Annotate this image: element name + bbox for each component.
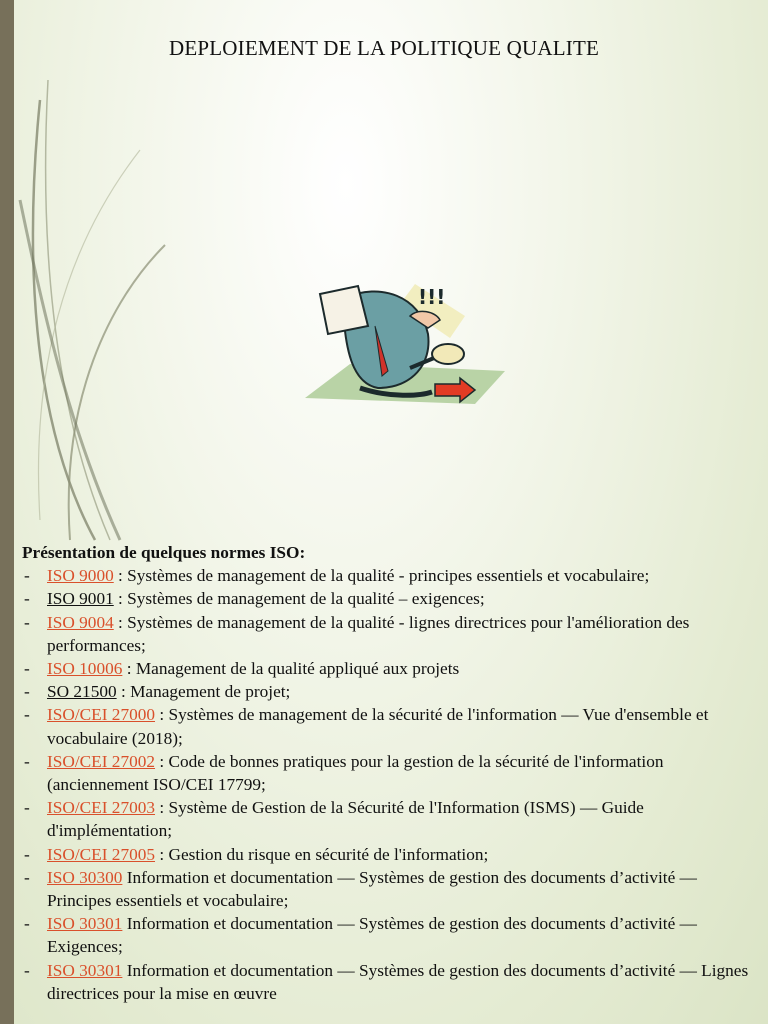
iso-standards-section bbox=[22, 541, 758, 1005]
list-item: - ISO 30301 Information et documentation — Systèmes de gestion des documents d’activité — Lignes directrices pour la mise en œuvre bbox=[24, 960, 749, 1003]
list-item: - ISO 9000 : Systèmes de management de la qualité - principes essentiels et vocabulaire; bbox=[24, 566, 650, 586]
iso-code-link[interactable]: ISO 30300 bbox=[47, 867, 123, 887]
svg-text:!!!: !!! bbox=[418, 285, 446, 309]
item-description: : Gestion du risque en sécurité de l'information; bbox=[155, 844, 489, 864]
man-searching-with-magnifier-clipart bbox=[300, 276, 510, 406]
iso-code-link[interactable]: ISO/CEI 27002 bbox=[47, 751, 156, 771]
list-item: - ISO 30300 Information et documentation — Systèmes de gestion des documents d’activité — Principes essentiels et vocabulaire; bbox=[24, 867, 697, 911]
item-description: : Systèmes de management de la qualité – exigences; bbox=[113, 589, 485, 609]
list-item: - ISO/CEI 27002 : Code de bonnes pratiques pour la gestion de la sécurité de l'information (anciennement ISO/CEI 17799; bbox=[24, 751, 664, 795]
list-item: - ISO/CEI 27000 : Systèmes de management de la sécurité de l'information — Vue d'ensemble et vocabulaire (2018); bbox=[24, 705, 709, 748]
item-description: : Système de Gestion de la Sécurité de l'Information (ISMS) — Guide d'implémentation; bbox=[47, 798, 644, 841]
item-description: : Systèmes de management de la sécurité de l'information — Vue d'ensemble et vocabulaire (2018); bbox=[47, 705, 709, 748]
iso-code-link[interactable]: ISO/CEI 27000 bbox=[47, 705, 156, 725]
item-description: : Management de la qualité appliqué aux projets bbox=[122, 659, 460, 679]
iso-code-link[interactable]: ISO/CEI 27005 bbox=[47, 844, 156, 864]
iso-code-link[interactable]: ISO/CEI 27003 bbox=[47, 798, 156, 818]
item-description: Information et documentation — Systèmes de gestion des documents d’activité — Principes essentiels et vocabulaire; bbox=[47, 867, 697, 911]
list-item: - ISO 9004 : Systèmes de management de la qualité - lignes directrices pour l'amélioration des performances; bbox=[24, 612, 690, 655]
item-description: : Systèmes de management de la qualité - principes essentiels et vocabulaire; bbox=[113, 566, 650, 586]
iso-code-link[interactable]: ISO 10006 bbox=[47, 659, 123, 679]
iso-code-link[interactable]: ISO 30301 bbox=[47, 914, 123, 934]
list-item: - SO 21500 : Management de projet; bbox=[24, 682, 291, 702]
item-description: : Management de projet; bbox=[116, 682, 291, 702]
list-item: - ISO 10006 : Management de la qualité appliqué aux projets bbox=[24, 659, 460, 679]
iso-code-link[interactable]: ISO 9001 bbox=[47, 589, 114, 609]
item-description: Information et documentation — Systèmes de gestion des documents d’activité — Exigences; bbox=[47, 914, 697, 957]
list-item: - ISO 30301 Information et documentation — Systèmes de gestion des documents d’activité — Exigences; bbox=[24, 914, 697, 957]
iso-code-link[interactable]: SO 21500 bbox=[47, 682, 117, 702]
list-item: - ISO/CEI 27005 : Gestion du risque en sécurité de l'information; bbox=[24, 844, 489, 864]
item-description: : Code de bonnes pratiques pour la gestion de la sécurité de l'information (anciennement ISO/CEI 17799; bbox=[47, 751, 664, 795]
section-heading: Présentation de quelques normes ISO: bbox=[22, 543, 306, 562]
iso-code-link[interactable]: ISO 9000 bbox=[47, 566, 114, 586]
list-item: - ISO/CEI 27003 : Système de Gestion de la Sécurité de l'Information (ISMS) — Guide d'implémentation; bbox=[24, 798, 644, 841]
iso-code-link[interactable]: ISO 30301 bbox=[47, 960, 123, 980]
iso-code-link[interactable]: ISO 9004 bbox=[47, 612, 114, 632]
list-item: - ISO 9001 : Systèmes de management de la qualité – exigences; bbox=[24, 589, 485, 609]
page-title: DEPLOIEMENT DE LA POLITIQUE QUALITE bbox=[168, 36, 600, 60]
item-description: Information et documentation — Systèmes de gestion des documents d’activité — Lignes directrices pour la mise en œuvre bbox=[47, 960, 749, 1003]
item-description: : Systèmes de management de la qualité - lignes directrices pour l'amélioration des performances; bbox=[47, 612, 690, 655]
